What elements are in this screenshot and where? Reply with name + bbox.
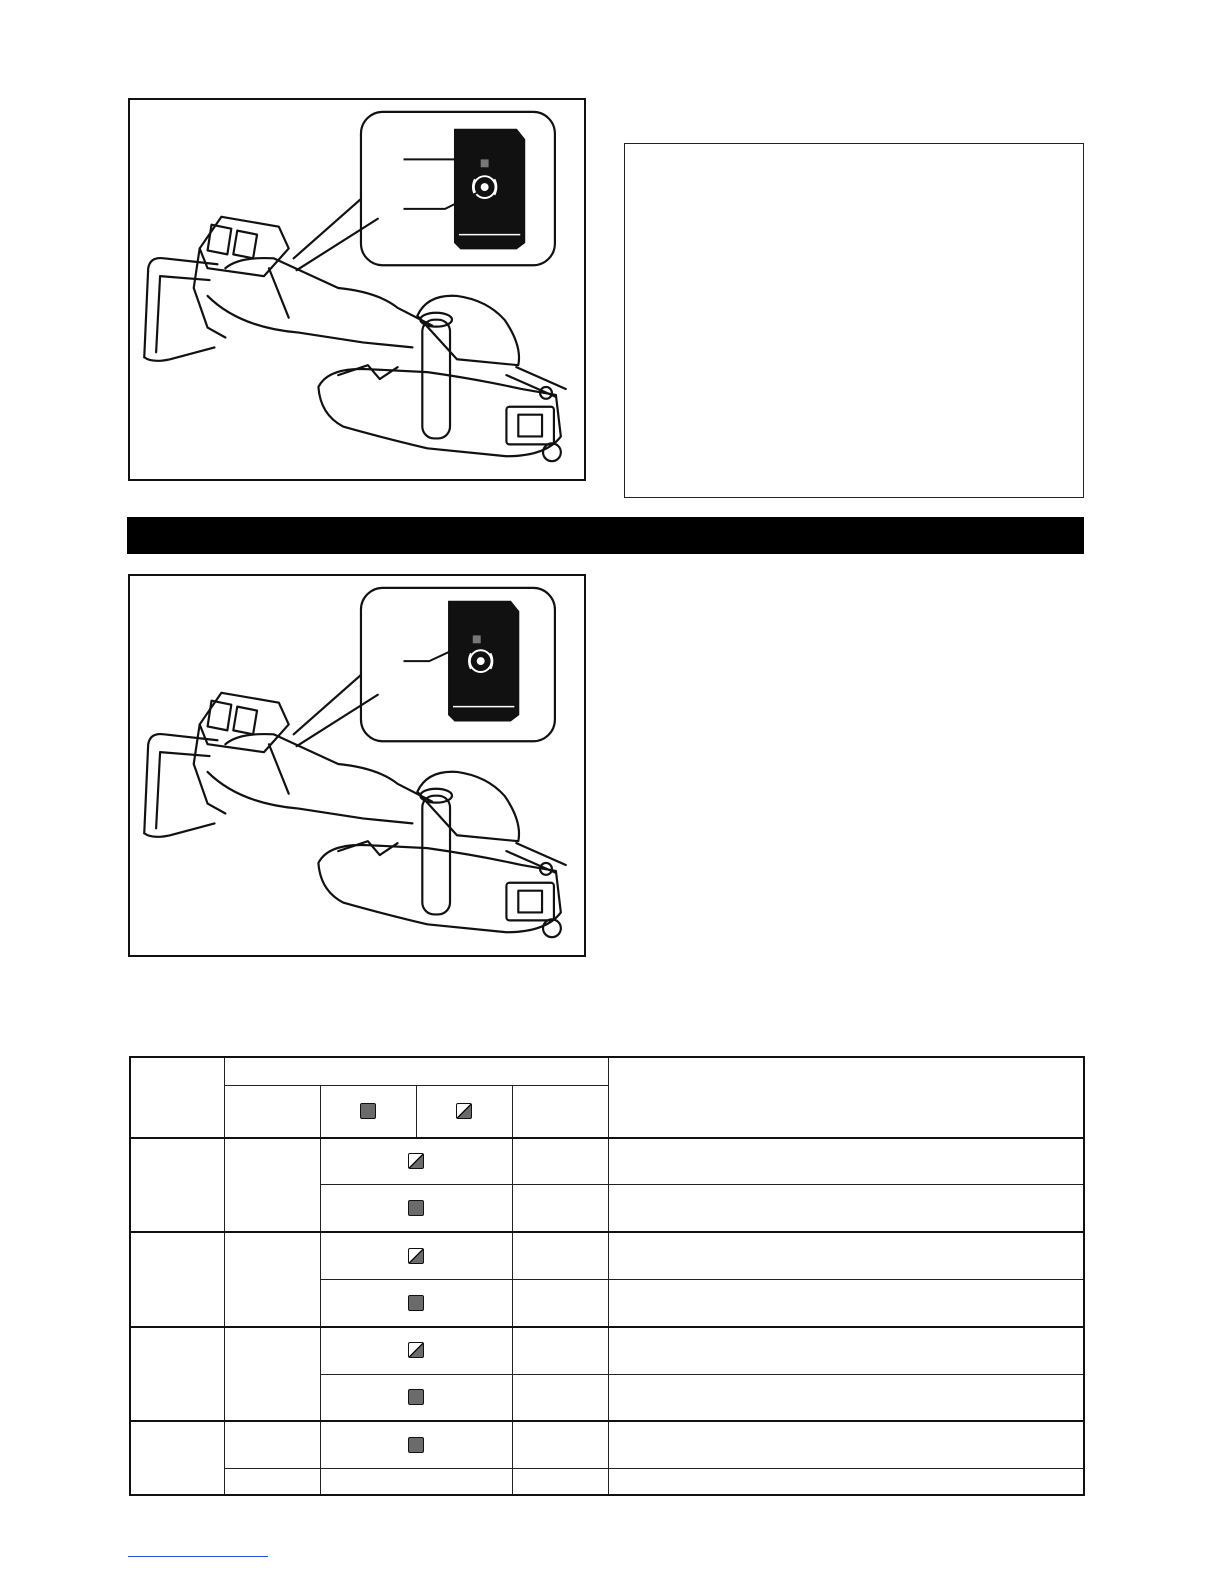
row-icon-empty: [320, 1469, 512, 1495]
figure-1-tool-illustration: [128, 98, 586, 481]
section-title-bar: [127, 517, 1084, 554]
subheader-col4: [512, 1085, 608, 1137]
row-sub-4: [224, 1421, 320, 1468]
table-row: [130, 1138, 1084, 1185]
row-group-4: [130, 1421, 224, 1495]
row-description: [608, 1279, 1084, 1326]
switch-panel-icon: [449, 602, 518, 721]
table-row: [130, 1469, 1084, 1495]
note-box: [624, 143, 1084, 498]
row-description: [608, 1138, 1084, 1185]
row-col4: [512, 1185, 608, 1232]
led-on-icon: [360, 1103, 376, 1119]
power-tool-drawing: [130, 576, 584, 955]
led-on-icon: [408, 1200, 424, 1216]
row-description: [608, 1185, 1084, 1232]
subheader-on: [320, 1085, 416, 1137]
led-on-icon: [408, 1389, 424, 1405]
table-row: [130, 1232, 1084, 1279]
led-on-icon: [408, 1437, 424, 1453]
led-blinking-icon: [408, 1153, 424, 1169]
subheader-col1: [224, 1085, 320, 1137]
row-description: [608, 1469, 1084, 1495]
led-blinking-icon: [408, 1342, 424, 1358]
row-sub-1: [224, 1138, 320, 1233]
row-description: [608, 1374, 1084, 1421]
table-row: [130, 1327, 1084, 1374]
led-status-table: [129, 1056, 1085, 1496]
led-blinking-icon: [408, 1248, 424, 1264]
table-row: [130, 1421, 1084, 1468]
header-lamp: [224, 1057, 608, 1085]
subheader-blinking: [416, 1085, 512, 1137]
row-sub-5: [224, 1469, 320, 1495]
row-description: [608, 1421, 1084, 1468]
row-group-1: [130, 1138, 224, 1233]
row-col4: [512, 1421, 608, 1468]
footer-link-underline[interactable]: [128, 1556, 268, 1557]
led-blinking-icon: [456, 1103, 472, 1119]
led-on-icon: [408, 1295, 424, 1311]
row-col4: [512, 1469, 608, 1495]
row-col4: [512, 1374, 608, 1421]
header-description: [608, 1057, 1084, 1138]
row-group-2: [130, 1232, 224, 1327]
row-description: [608, 1327, 1084, 1374]
row-sub-3: [224, 1327, 320, 1422]
row-col4: [512, 1138, 608, 1185]
switch-panel-icon: [455, 130, 524, 249]
row-col4: [512, 1232, 608, 1279]
row-sub-2: [224, 1232, 320, 1327]
row-group-3: [130, 1327, 224, 1422]
header-status: [130, 1057, 224, 1138]
row-col4: [512, 1327, 608, 1374]
power-tool-drawing: [130, 100, 584, 479]
row-description: [608, 1232, 1084, 1279]
row-col4: [512, 1279, 608, 1326]
figure-2-tool-illustration: [128, 574, 586, 957]
